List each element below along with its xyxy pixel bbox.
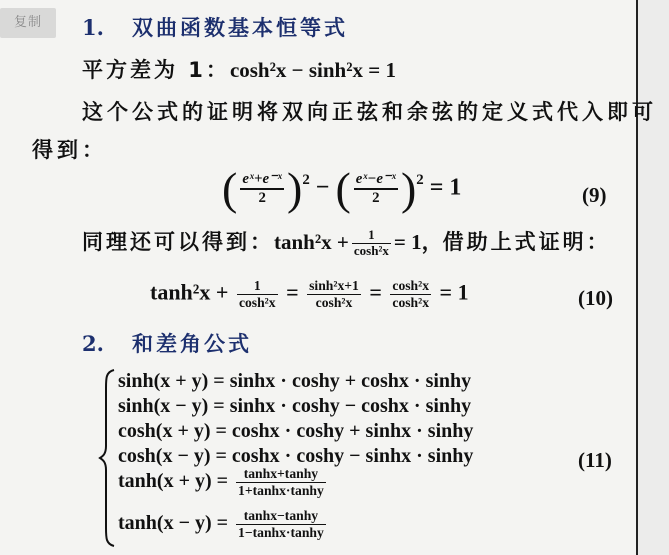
equation-10-label: (10) xyxy=(578,286,613,310)
eq11-row-3: cosh(x + y) = coshx · coshy + sinhx · sinhy xyxy=(118,420,474,442)
tanh-plus-lhs: tanh(x + y) = xyxy=(118,470,229,493)
similar-suffix: 借助上式证明： xyxy=(442,230,611,254)
eq10-equals-1: = xyxy=(286,279,299,305)
tanh-minus-lhs: tanh(x − y) = xyxy=(118,512,229,535)
open-paren: ( xyxy=(222,163,238,214)
system-brace xyxy=(98,368,118,548)
eq9-power-2: 2 xyxy=(416,172,424,189)
section-2-heading xyxy=(82,328,252,358)
identity-formula: cosh²x − sinh²x = 1 xyxy=(229,58,396,82)
eq9-power-1: 2 xyxy=(302,172,310,189)
eq10-f3-numerator: cosh²x xyxy=(392,278,430,293)
eq11-tanh-plus xyxy=(118,466,329,499)
eq11-tanh-minus xyxy=(118,508,329,541)
eq10-fraction-1 xyxy=(237,278,278,311)
equation-11-label: (11) xyxy=(578,448,612,472)
eq11-row-4: cosh(x − y) = coshx · coshy − sinhx · sinhy xyxy=(118,445,474,467)
identity-line xyxy=(82,54,396,84)
similar-line xyxy=(82,226,611,259)
section-2-title: 和差角公式 xyxy=(132,332,252,356)
similar-rhs: = 1， xyxy=(393,230,443,254)
eq11-row-2: sinh(x − y) = sinhx · coshy − coshx · sinhy xyxy=(118,395,472,417)
section-1-title: 双曲函数基本恒等式 xyxy=(132,16,348,40)
eq10-f1-denominator: cosh²x xyxy=(238,295,276,311)
page-margin xyxy=(638,0,669,555)
eq10-f2-denominator: cosh²x xyxy=(315,295,353,311)
eq9-fraction-2 xyxy=(354,171,398,207)
eq9-frac1-numerator: eˣ+e⁻ˣ xyxy=(242,171,282,188)
section-1-heading xyxy=(82,12,348,42)
eq9-frac2-denominator: 2 xyxy=(372,189,380,206)
equation-9-label: (9) xyxy=(582,183,607,207)
equation-10 xyxy=(150,278,469,311)
eq9-minus: − xyxy=(315,174,330,201)
explanation-line-2: 得到： xyxy=(32,138,107,162)
eq9-fraction-1 xyxy=(240,171,284,207)
eq10-f3-denominator: cosh²x xyxy=(392,295,430,311)
tanh-plus-denominator: 1+tanhx·tanhy xyxy=(238,483,324,499)
eq10-fraction-3 xyxy=(390,278,431,311)
tanh-minus-fraction xyxy=(236,508,326,541)
tanh-minus-denominator: 1−tanhx·tanhy xyxy=(238,525,324,541)
identity-prefix: 平方差为 1： xyxy=(82,58,230,82)
similar-lhs: tanh²x + xyxy=(274,230,349,254)
explanation-line-1: 这个公式的证明将双向正弦和余弦的定义式代入即可 xyxy=(82,100,657,124)
eq10-rhs: = 1 xyxy=(439,279,469,305)
page-border-line xyxy=(636,0,638,555)
tanh-plus-fraction xyxy=(236,466,326,499)
similar-prefix: 同理还可以得到： xyxy=(82,230,274,254)
close-paren: ) xyxy=(286,163,303,214)
similar-fraction xyxy=(352,228,391,259)
eq9-rhs: = 1 xyxy=(429,174,462,201)
section-2-number: 2. xyxy=(82,331,104,356)
eq10-lhs: tanh²x + xyxy=(150,279,229,305)
copy-tag[interactable]: 复制 xyxy=(0,8,56,38)
tanh-minus-numerator: tanhx−tanhy xyxy=(243,508,319,523)
tanh-plus-numerator: tanhx+tanhy xyxy=(243,466,319,481)
eq10-equals-2: = xyxy=(369,279,382,305)
close-paren: ) xyxy=(400,163,417,214)
eq11-row-1: sinh(x + y) = sinhx · coshy + coshx · sinhy xyxy=(118,370,472,392)
eq10-fraction-2 xyxy=(307,278,361,311)
similar-frac-denominator: cosh²x xyxy=(353,243,389,259)
eq9-frac1-denominator: 2 xyxy=(258,189,266,206)
eq10-f1-numerator: 1 xyxy=(253,278,261,293)
similar-frac-numerator: 1 xyxy=(368,226,375,242)
eq10-f2-numerator: sinh²x+1 xyxy=(309,278,359,293)
equation-9 xyxy=(222,163,462,214)
open-paren: ( xyxy=(335,163,351,214)
eq9-frac2-numerator: eˣ−e⁻ˣ xyxy=(355,171,396,188)
section-1-number: 1. xyxy=(82,15,104,40)
